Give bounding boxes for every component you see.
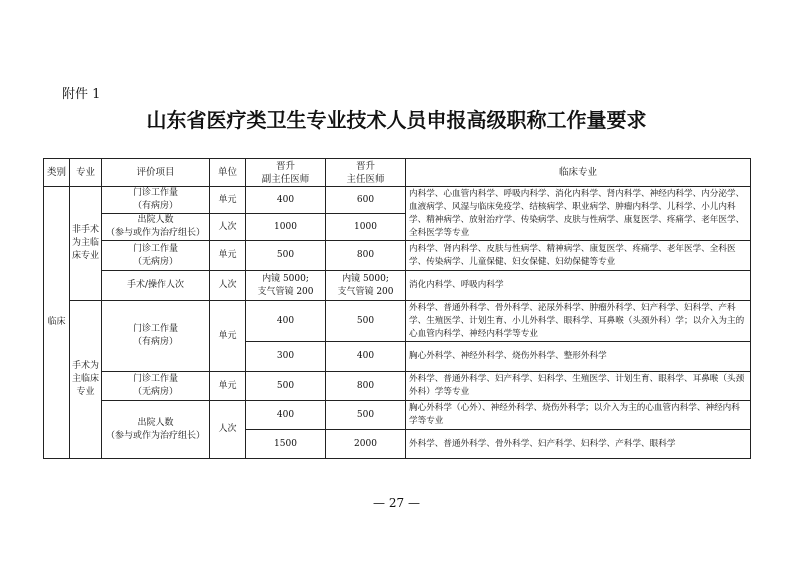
item-cell [102,372,210,401]
item-label: 门诊工作量 [132,243,178,254]
specialty-cell: 外科学、普通外科学、妇产科学、妇科学、生殖医学、计划生育、眼科学、耳鼻喉（头颈外科）学等专业 [406,372,751,401]
group-surgical [70,301,102,459]
header-chief-line2: 主任医师 [346,173,385,185]
item-cell [102,301,210,372]
group-label: 为主临 [72,238,100,248]
deputy-value: 400 [246,401,326,430]
chief-value: 500 [326,301,406,342]
specialty-cell: 胸心外科学、神经外科学、烧伤外科学、整形外科学 [406,342,751,372]
header-specialty: 临床专业 [406,159,751,187]
specialty-cell: 外科学、普通外科学、骨外科学、泌尿外科学、肿瘤外科学、妇产科学、妇科学、产科学、生殖医学、计划生育、小儿外科学、眼科学、耳鼻喉（头颈外科）学；以介入为主的心血管内科学、神经内科学等专业 [406,301,751,342]
chief-value: 800 [326,372,406,401]
deputy-value: 500 [246,241,326,271]
chief-value: 1000 [326,214,406,241]
item-cell: 手术/操作人次 [102,271,210,301]
item-note: （无病房） [132,256,178,267]
item-cell [102,401,210,459]
header-chief [326,159,406,187]
header-row [44,159,751,187]
specialty-cell: 胸心外科学（心外）、神经外科学、烧伤外科学；以介入为主的心血管内科学、神经内科学等专业 [406,401,751,430]
deputy-value: 400 [246,301,326,342]
unit-cell: 人次 [210,214,246,241]
unit-cell: 单元 [210,187,246,214]
group-label: 床专业 [72,251,100,261]
unit-cell: 人次 [210,271,246,301]
table-row [44,372,751,401]
category-cell: 临床 [44,187,70,459]
chief-value-line: 支气管镜 200 [337,286,394,297]
page-number: — 27 — [373,496,420,510]
item-label: 门诊工作量 [132,374,178,384]
header-deputy-line1: 晋升 [275,160,295,172]
deputy-value: 1500 [246,430,326,459]
group-label: 专业 [76,387,95,397]
deputy-value: 500 [246,372,326,401]
item-note: （参与或作为治疗组长） [105,228,205,238]
chief-value: 2000 [326,430,406,459]
header-deputy [246,159,326,187]
table-row [44,301,751,342]
unit-cell: 人次 [210,401,246,459]
chief-value: 400 [326,342,406,372]
specialty-cell: 内科学、心血管内科学、呼吸内科学、消化内科学、肾内科学、神经内科学、内分泌学、血液病学、风湿与临床免疫学、结核病学、职业病学、肿瘤内科学、儿科学、小儿内科学、精神病学、放射治疗学、传染病学、皮肤与性病学、康复医学、疼痛学、老年医学、全科医学等专业 [406,187,751,241]
group-label: 主临床 [72,374,100,384]
specialty-cell: 内科学、肾内科学、皮肤与性病学、精神病学、康复医学、疼痛学、老年医学、全科医学、传染病学、儿童保健、妇女保健、妇幼保健等专业 [406,241,751,271]
header-deputy-line2: 副主任医师 [261,173,310,185]
item-label: 门诊工作量 [132,188,178,198]
deputy-value-line: 支气管镜 200 [257,286,314,297]
header-major: 专业 [70,159,102,187]
chief-value: 500 [326,401,406,430]
table-row [44,401,751,430]
unit-cell: 单元 [210,372,246,401]
item-label: 门诊工作量 [132,324,178,334]
deputy-value: 400 [246,187,326,214]
attachment-label: 附件 1 [62,87,101,102]
chief-value: 600 [326,187,406,214]
deputy-value: 1000 [246,214,326,241]
item-label: 出院人数 [137,215,174,225]
chief-value [326,271,406,301]
header-unit: 单位 [210,159,246,187]
group-label: 手术为 [72,361,100,371]
header-category: 类别 [44,159,70,187]
specialty-cell: 消化内科学、呼吸内科学 [406,271,751,301]
deputy-value: 300 [246,342,326,372]
table-row [44,241,751,271]
specialty-cell: 外科学、普通外科学、骨外科学、妇产科学、妇科学、产科学、眼科学 [406,430,751,459]
item-note: （有病房） [132,337,178,347]
item-cell [102,187,210,214]
header-item: 评价项目 [102,159,210,187]
deputy-value-line: 内镜 5000; [262,273,309,284]
table-row [44,187,751,214]
unit-cell: 单元 [210,301,246,372]
item-note: （参与或作为治疗组长） [105,430,205,441]
page-title: 山东省医疗类卫生专业技术人员申报高级职称工作量要求 [146,108,647,132]
item-label: 出院人数 [137,417,174,428]
item-cell [102,241,210,271]
unit-cell: 单元 [210,241,246,271]
item-note: （无病房） [132,387,178,397]
chief-value-line: 内镜 5000; [342,273,389,284]
table-row [44,271,751,301]
deputy-value [246,271,326,301]
item-cell [102,214,210,241]
group-label: 非手术 [72,225,100,235]
group-non-surgical [70,187,102,301]
chief-value: 800 [326,241,406,271]
header-chief-line1: 晋升 [355,160,375,172]
item-note: （有病房） [132,201,178,211]
workload-table [43,158,751,459]
